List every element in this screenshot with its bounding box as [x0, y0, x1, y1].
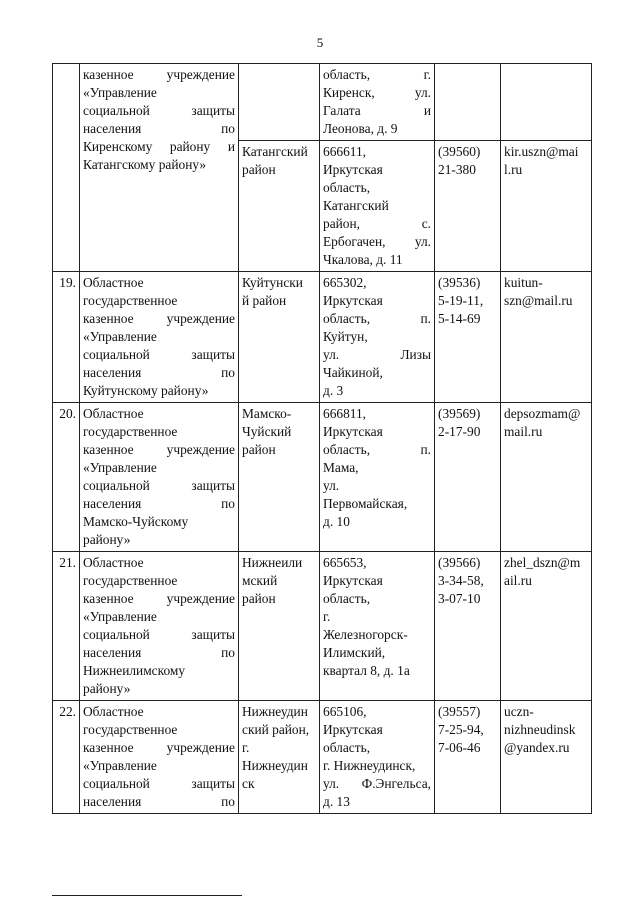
cell-line: «Управление [83, 460, 157, 475]
cell-line: казенное учреждение [83, 591, 235, 606]
email [501, 701, 592, 814]
cell-line: Областное [83, 704, 144, 719]
address [320, 552, 435, 701]
cell-line: depsozmam@ [504, 406, 581, 421]
cell-line: kuitun- [504, 275, 543, 290]
cell-line: (39566) [438, 555, 481, 570]
cell-line: 5-14-69 [438, 311, 481, 326]
table-row [53, 552, 592, 701]
cell-line: населения по [83, 121, 235, 136]
cell-line: Иркутская [323, 722, 383, 737]
cell-line: (39557) [438, 704, 481, 719]
organization-name [80, 552, 239, 701]
cell-line: Иркутская [323, 573, 383, 588]
address [320, 403, 435, 552]
cell-line: область, [323, 591, 371, 606]
organization-name [80, 701, 239, 814]
row-number [53, 64, 80, 272]
district [239, 701, 320, 814]
cell-line: социальной защиты [83, 478, 235, 493]
district [239, 552, 320, 701]
cell-line: населения по [83, 496, 235, 511]
cell-line: Куйтунскому району» [83, 383, 209, 398]
cell-line: Иркутская [323, 424, 383, 439]
cell-line: Куйтун, [323, 329, 368, 344]
cell-line: Нижнеилимскому [83, 663, 186, 678]
cell-line: «Управление [83, 609, 157, 624]
footnote-rule [52, 895, 242, 896]
cell-line: Областное [83, 406, 144, 421]
organization-name [80, 272, 239, 403]
cell-line: (39560) [438, 144, 481, 159]
cell-line: социальной защиты [83, 103, 235, 118]
cell-line: 665653, [323, 555, 367, 570]
cell-line: 7-06-46 [438, 740, 481, 755]
cell-line: 3-34-58, [438, 573, 484, 588]
cell-line: Первомайская, [323, 496, 408, 511]
district [239, 272, 320, 403]
cell-line: район, с. [323, 216, 431, 231]
cell-line: Иркутская [323, 293, 383, 308]
row-number: 19. [53, 272, 80, 403]
cell-line: государственное [83, 293, 178, 308]
cell-line: Нижнеили [242, 555, 303, 570]
organization-name [80, 403, 239, 552]
row-number: 21. [53, 552, 80, 701]
cell-line: @yandex.ru [504, 740, 570, 755]
cell-line: 7-25-94, [438, 722, 484, 737]
district [239, 141, 320, 272]
cell-line: szn@mail.ru [504, 293, 573, 308]
cell-line: казенное учреждение [83, 442, 235, 457]
email [501, 552, 592, 701]
cell-line: государственное [83, 573, 178, 588]
cell-line: квартал 8, д. 1а [323, 663, 410, 678]
cell-line: государственное [83, 722, 178, 737]
cell-line: государственное [83, 424, 178, 439]
cell-line: ул. Ф.Энгельса, [323, 776, 431, 791]
email [501, 272, 592, 403]
table-row [53, 272, 592, 403]
cell-line: Железногорск- [323, 627, 408, 642]
row-number: 20. [53, 403, 80, 552]
cell-line: населения по [83, 645, 235, 660]
cell-line: ул. Лизы [323, 347, 431, 362]
cell-line: (39569) [438, 406, 481, 421]
cell-line: Мамско-Чуйскому [83, 514, 189, 529]
table-row [53, 701, 592, 814]
cell-line: l.ru [504, 162, 523, 177]
row-number: 22. [53, 701, 80, 814]
cell-line: zhel_dszn@m [504, 555, 581, 570]
cell-line: Киренскому району и [83, 139, 235, 154]
cell-line: район [242, 442, 276, 457]
cell-line: 666811, [323, 406, 367, 421]
cell-line: г. [242, 740, 250, 755]
cell-line: «Управление [83, 758, 157, 773]
cell-line: 665302, [323, 275, 367, 290]
cell-line: ail.ru [504, 573, 532, 588]
phone [435, 701, 501, 814]
cell-line: Чайкиной, [323, 365, 383, 380]
phone [435, 141, 501, 272]
cell-line: kir.uszn@mai [504, 144, 579, 159]
phone [435, 272, 501, 403]
cell-line: область, п. [323, 442, 431, 457]
cell-line: 2-17-90 [438, 424, 481, 439]
cell-line: uczn- [504, 704, 534, 719]
cell-line: 665106, [323, 704, 367, 719]
cell-line: Областное [83, 555, 144, 570]
cell-line: область, п. [323, 311, 431, 326]
cell-line: mail.ru [504, 424, 543, 439]
cell-line: Киренск, ул. [323, 85, 431, 100]
cell-line: Ербогачен, ул. [323, 234, 431, 249]
address [320, 64, 435, 141]
cell-line: Катангский [242, 144, 308, 159]
cell-line: г. Нижнеудинск, [323, 758, 416, 773]
cell-line: область, г. [323, 67, 431, 82]
cell-line: Областное [83, 275, 144, 290]
cell-line: район [242, 591, 276, 606]
email [501, 403, 592, 552]
cell-line: район [242, 162, 276, 177]
address [320, 272, 435, 403]
cell-line: району» [83, 532, 131, 547]
cell-line: область, [323, 180, 371, 195]
institutions-table [52, 63, 592, 814]
cell-line: населения по [83, 365, 235, 380]
district [239, 403, 320, 552]
cell-line: «Управление [83, 85, 157, 100]
cell-line: социальной защиты [83, 347, 235, 362]
cell-line: Катангский [323, 198, 389, 213]
phone [435, 552, 501, 701]
cell-line: Куйтунски [242, 275, 303, 290]
cell-line: nizhneudinsk [504, 722, 576, 737]
cell-line: 3-07-10 [438, 591, 481, 606]
cell-line: Леонова, д. 9 [323, 121, 398, 136]
cell-line: Галата и [323, 103, 431, 118]
cell-line: социальной защиты [83, 776, 235, 791]
cell-line: 21-380 [438, 162, 476, 177]
phone [435, 403, 501, 552]
cell-line: й район [242, 293, 287, 308]
cell-line: Иркутская [323, 162, 383, 177]
cell-line: д. 10 [323, 514, 350, 529]
phone [435, 64, 501, 141]
cell-line: мский [242, 573, 278, 588]
cell-line: область, [323, 740, 371, 755]
cell-line: казенное учреждение [83, 311, 235, 326]
cell-line: району» [83, 681, 131, 696]
cell-line: д. 13 [323, 794, 350, 809]
address [320, 141, 435, 272]
cell-line: 5-19-11, [438, 293, 484, 308]
cell-line: Мама, [323, 460, 359, 475]
address [320, 701, 435, 814]
cell-line: Чуйский [242, 424, 292, 439]
cell-line: Илимский, [323, 645, 386, 660]
cell-line: Мамско- [242, 406, 292, 421]
email [501, 64, 592, 141]
email [501, 141, 592, 272]
cell-line: Чкалова, д. 11 [323, 252, 403, 267]
table-body [53, 64, 592, 814]
cell-line: социальной защиты [83, 627, 235, 642]
cell-line: Нижнеудин [242, 758, 308, 773]
cell-line: Катангскому району» [83, 157, 207, 172]
organization-name [80, 64, 239, 272]
cell-line: д. 3 [323, 383, 344, 398]
district [239, 64, 320, 141]
cell-line: 666611, [323, 144, 367, 159]
table-row [53, 403, 592, 552]
cell-line: (39536) [438, 275, 481, 290]
table-row [53, 64, 592, 141]
cell-line: населения по [83, 794, 235, 809]
cell-line: ский район, [242, 722, 310, 737]
cell-line: ул. [323, 478, 340, 493]
cell-line: Нижнеудин [242, 704, 308, 719]
cell-line: ск [242, 776, 255, 791]
page-number: 5 [316, 35, 324, 50]
cell-line: г. [323, 609, 331, 624]
cell-line: казенное учреждение [83, 740, 235, 755]
cell-line: «Управление [83, 329, 157, 344]
cell-line: казенное учреждение [83, 67, 235, 82]
